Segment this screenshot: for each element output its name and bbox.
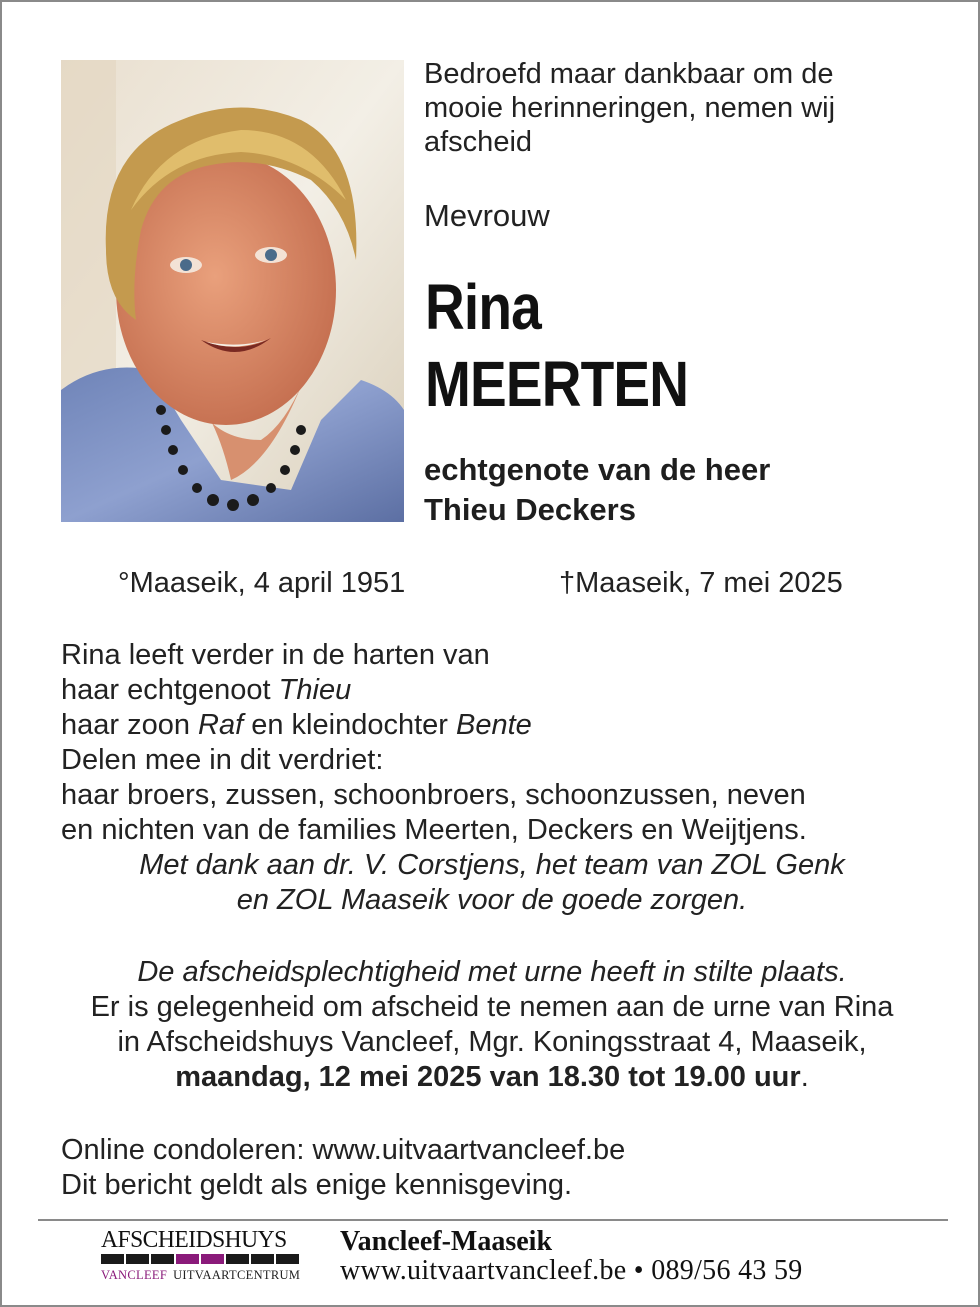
ceremony-line: in Afscheidshuys Vancleef, Mgr. Koningsstraat 4, Maaseik, (117, 1026, 867, 1058)
ceremony-text (42, 955, 942, 1095)
granddaughter-name: Bente (456, 709, 532, 741)
family-text-part: haar echtgenoot (61, 674, 279, 706)
family-text (61, 638, 941, 848)
ceremony-period: . (800, 1061, 809, 1093)
portrait-image (61, 60, 404, 522)
logo-bar-segment (151, 1254, 174, 1264)
thanks-line: en ZOL Maaseik voor de goede zorgen. (236, 884, 748, 916)
logo-bar-segment (176, 1254, 199, 1264)
logo-sub-center: UITVAARTCENTRUM (173, 1268, 301, 1282)
family-line: Rina leeft verder in de harten van (61, 639, 490, 671)
intro-line: afscheid (424, 126, 533, 158)
birth-info: °Maaseik, 4 april 1951 (118, 567, 406, 599)
logo-bar-segment (276, 1254, 299, 1264)
firm-name: Vancleef-Maaseik (340, 1226, 553, 1257)
death-info: †Maaseik, 7 mei 2025 (559, 567, 843, 599)
intro-line: Bedroefd maar dankbaar om de (424, 58, 834, 90)
logo-bar (101, 1254, 299, 1264)
logo-bar-segment (101, 1254, 124, 1264)
notice-line: Dit bericht geldt als enige kennisgeving. (61, 1169, 573, 1201)
intro-text (424, 57, 944, 159)
footer-divider (38, 1219, 948, 1221)
title-prefix: Mevrouw (424, 198, 550, 233)
online-text (61, 1133, 941, 1203)
logo-title: AFSCHEIDSHUYS (101, 1227, 287, 1253)
ceremony-line (42, 1060, 942, 1095)
son-name: Raf (198, 709, 244, 741)
family-text-part: haar zoon (61, 709, 199, 741)
family-line: haar broers, zussen, schoonbroers, schoonzussen, neven (61, 779, 806, 811)
ceremony-line: Er is gelegenheid om afscheid te nemen aan de urne van Rina (90, 991, 894, 1023)
funeral-home-logo (101, 1227, 306, 1287)
ceremony-line: De afscheidsplechtigheid met urne heeft in stilte plaats. (137, 956, 847, 988)
spouse-line: Thieu Deckers (424, 492, 636, 527)
spouse-line: echtgenote van de heer (424, 452, 771, 487)
thanks-text (42, 848, 942, 918)
firm-contact[interactable]: www.uitvaartvancleef.be • 089/56 43 59 (340, 1255, 803, 1286)
first-name: Rina (425, 271, 541, 343)
visitation-time: maandag, 12 mei 2025 van 18.30 tot 19.00 uur (175, 1061, 801, 1093)
intro-line: mooie herinneringen, nemen wij (424, 92, 836, 124)
thanks-line: Met dank aan dr. V. Corstjens, het team van ZOL Genk (139, 849, 845, 881)
portrait-photo (61, 60, 404, 522)
last-name: MEERTEN (425, 348, 689, 420)
logo-subtitle (101, 1268, 300, 1283)
family-text-part: en kleindochter (243, 709, 456, 741)
logo-bar-segment (201, 1254, 224, 1264)
family-line: Delen mee in dit verdriet: (61, 744, 384, 776)
logo-bar-segment (126, 1254, 149, 1264)
logo-sub-vancleef: VANCLEEF (101, 1268, 168, 1282)
logo-bar-segment (251, 1254, 274, 1264)
family-line: en nichten van de families Meerten, Deckers en Weijtjens. (61, 814, 807, 846)
online-condolence[interactable]: Online condoleren: www.uitvaartvancleef.be (61, 1134, 626, 1166)
family-line (61, 708, 941, 743)
spouse-text (424, 450, 964, 530)
logo-bar-segment (226, 1254, 249, 1264)
family-line (61, 673, 941, 708)
husband-name: Thieu (278, 674, 352, 706)
